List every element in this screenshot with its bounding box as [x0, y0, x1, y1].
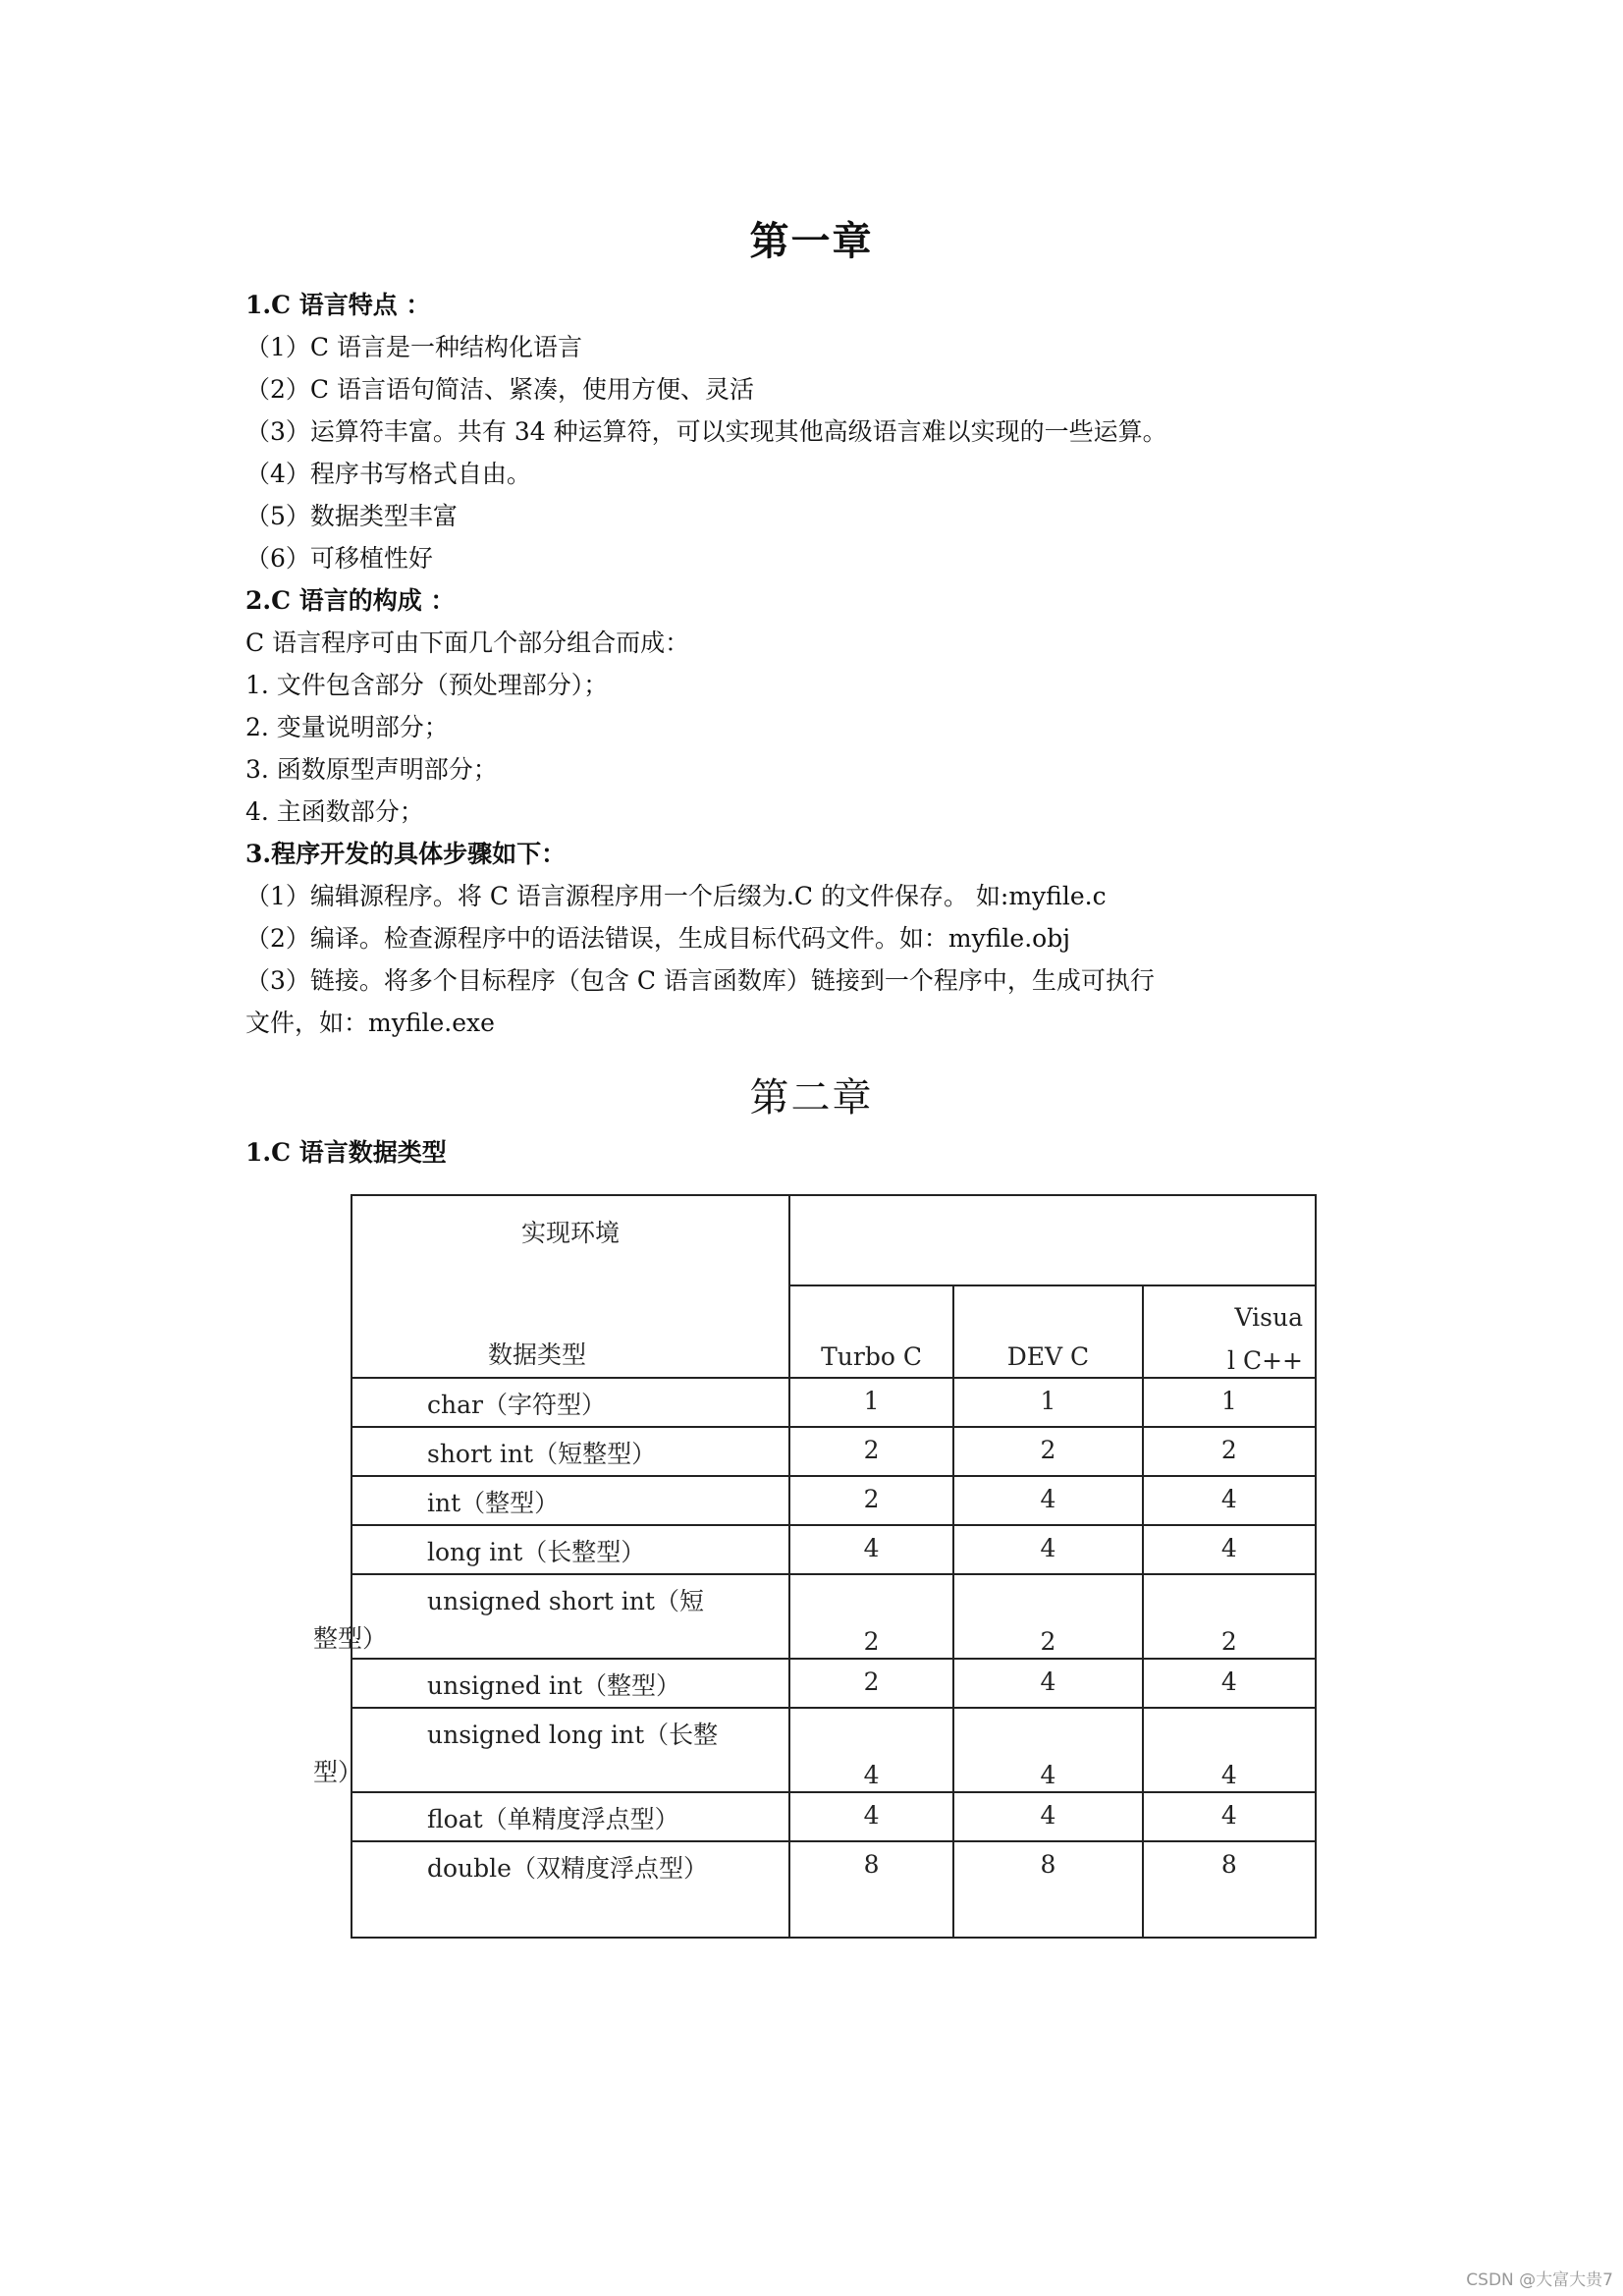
section2-intro: C 语言程序可由下面几个部分组合而成： [245, 629, 690, 657]
row-type-name: int（整型） [352, 1476, 789, 1525]
row-type-name: float（单精度浮点型） [352, 1792, 789, 1841]
cell-value: 8 [1143, 1841, 1316, 1938]
column-header-turbo-c: Turbo C [789, 1285, 953, 1378]
header-env-label: 实现环境 [520, 1219, 620, 1247]
list-item: 1. 文件包含部分（预处理部分）； [245, 671, 609, 699]
cell-value: 2 [789, 1659, 953, 1708]
cell-value: 1 [953, 1378, 1142, 1427]
cell-value: 4 [1143, 1476, 1316, 1525]
cell-value: 4 [953, 1476, 1142, 1525]
section1-heading: 1.C 语言特点 ： [245, 291, 431, 319]
list-item: 3. 函数原型声明部分； [245, 755, 498, 784]
list-item: 4. 主函数部分； [245, 797, 424, 826]
section2-heading: 2.C 语言的构成 ： [245, 586, 456, 615]
list-item: （2）C 语言语句简洁、紧凑，使用方便、灵活 [245, 375, 754, 404]
cell-value: 2 [789, 1574, 953, 1659]
table-row [352, 1525, 1316, 1574]
cell-value: 4 [789, 1708, 953, 1792]
table-row [352, 1378, 1316, 1427]
cell-value: 4 [953, 1659, 1142, 1708]
chapter2-title: 第二章 [749, 1075, 874, 1121]
cell-value: 4 [1143, 1659, 1316, 1708]
table-row [352, 1792, 1316, 1841]
cell-value: 2 [953, 1574, 1142, 1659]
cell-value: 2 [1143, 1427, 1316, 1476]
list-item: （2）编译。检查源程序中的语法错误，生成目标代码文件。如：myfile.obj [245, 924, 1070, 953]
list-item: 文件，如：myfile.exe [245, 1009, 495, 1037]
header-type-label: 数据类型 [488, 1340, 587, 1369]
table-row [352, 1841, 1316, 1938]
cell-value: 4 [1143, 1525, 1316, 1574]
cell-value: 1 [1143, 1378, 1316, 1427]
header-env-span [789, 1195, 1316, 1285]
table-row [352, 1574, 1316, 1659]
row-type-name: unsigned long int（长整 型） [352, 1708, 789, 1792]
list-item: （1）C 语言是一种结构化语言 [245, 333, 582, 361]
table-header-corner [352, 1195, 789, 1378]
list-item: （5）数据类型丰富 [245, 502, 458, 530]
cell-value: 4 [953, 1525, 1142, 1574]
table-row [352, 1476, 1316, 1525]
row-type-name: char（字符型） [352, 1378, 789, 1427]
cell-value: 2 [1143, 1574, 1316, 1659]
cell-value: 4 [953, 1708, 1142, 1792]
list-item: （3）链接。将多个目标程序（包含 C 语言函数库）链接到一个程序中，生成可执行 [245, 966, 1155, 995]
data-type-table [313, 1194, 1317, 1939]
list-item: （6）可移植性好 [245, 544, 433, 573]
cell-value: 2 [789, 1427, 953, 1476]
section3-heading: 3.程序开发的具体步骤如下： [245, 840, 567, 868]
row-type-name: unsigned int（整型） [352, 1659, 789, 1708]
table-row [352, 1427, 1316, 1476]
chapter2-section1-heading: 1.C 语言数据类型 [245, 1138, 447, 1167]
cell-value: 1 [789, 1378, 953, 1427]
row-type-name: short int（短整型） [352, 1427, 789, 1476]
list-item: 2. 变量说明部分； [245, 713, 449, 741]
cell-value: 2 [953, 1427, 1142, 1476]
list-item: （4）程序书写格式自由。 [245, 460, 531, 488]
cell-value: 4 [953, 1792, 1142, 1841]
cell-value: 2 [789, 1476, 953, 1525]
cell-value: 8 [789, 1841, 953, 1938]
table-row [352, 1708, 1316, 1792]
cell-value: 4 [789, 1792, 953, 1841]
chapter1-title: 第一章 [749, 218, 874, 264]
table-row [352, 1659, 1316, 1708]
column-header-dev-c: DEV C [953, 1285, 1142, 1378]
list-item: （3）运算符丰富。共有 34 种运算符，可以实现其他高级语言难以实现的一些运算。 [245, 417, 1167, 446]
list-item: （1）编辑源程序。将 C 语言源程序用一个后缀为.C 的文件保存。 如:myfile.c [245, 882, 1107, 910]
watermark: CSDN @大富大贵7 [1466, 2270, 1613, 2290]
cell-value: 4 [789, 1525, 953, 1574]
row-type-name: long int（长整型） [352, 1525, 789, 1574]
cell-value: 4 [1143, 1708, 1316, 1792]
column-header-visual-cpp: Visua l C++ [1143, 1285, 1316, 1378]
row-type-name: unsigned short int（短 整型） [352, 1574, 789, 1659]
row-type-name: double（双精度浮点型） [352, 1841, 789, 1938]
cell-value: 8 [953, 1841, 1142, 1938]
cell-value: 4 [1143, 1792, 1316, 1841]
